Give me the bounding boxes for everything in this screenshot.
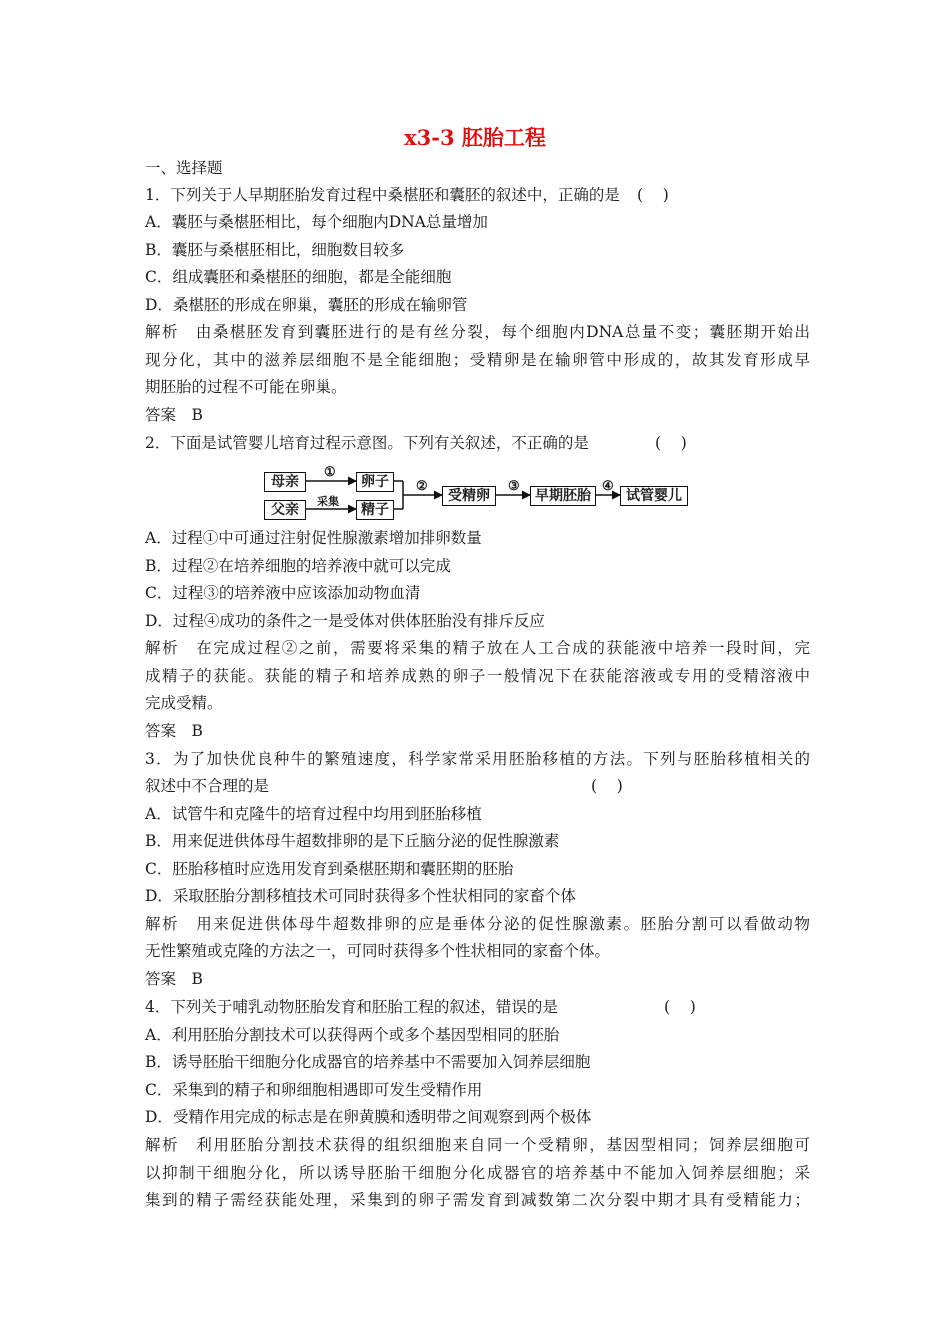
node-zygote: 受精卵 xyxy=(442,486,496,506)
q4-analysis-line: 集到的精子需经获能处理，采集到的卵子需发育到减数第二次分裂中期才具有受精能力； xyxy=(145,1191,810,1209)
q4-analysis-line: 以抑制干细胞分化，所以诱导胚胎干细胞分化成器官的培养基中不能加入饲养层细胞；采 xyxy=(145,1164,810,1182)
q4-option-b: B．诱导胚胎干细胞分化成器官的培养基中不需要加入饲养层细胞 xyxy=(145,1053,591,1071)
label-step-4: ④ xyxy=(602,479,614,494)
q1-answer-blank: ( ) xyxy=(637,186,669,204)
section-heading: 一、选择题 xyxy=(145,159,223,177)
q3-analysis-line: 无性繁殖或克隆的方法之一，可同时获得多个性状相同的家畜个体。 xyxy=(145,942,611,960)
q1-stem: 1．下列关于人早期胚胎发育过程中桑椹胚和囊胚的叙述中，正确的是 xyxy=(145,186,620,204)
q2-option-c: C．过程③的培养液中应该添加动物血清 xyxy=(145,584,421,602)
q3-analysis-line: 解析 用来促进供体母牛超数排卵的应是垂体分泌的促性腺激素。胚胎分割可以看做动物 xyxy=(145,915,810,933)
label-collect: 采集 xyxy=(317,495,339,508)
q4-option-d: D．受精作用完成的标志是在卵黄膜和透明带之间观察到两个极体 xyxy=(145,1108,592,1126)
ivf-flow-diagram xyxy=(262,466,692,524)
q1-analysis-line: 现分化，其中的滋养层细胞不是全能细胞；受精卵是在输卵管中形成的，故其发育形成早 xyxy=(145,351,810,369)
q2-answer-blank: ( ) xyxy=(655,434,687,452)
q1-analysis-line: 期胚胎的过程不可能在卵巢。 xyxy=(145,378,347,396)
q1-option-a: A．囊胚与桑椹胚相比，每个细胞内DNA总量增加 xyxy=(145,213,488,231)
q2-analysis-line: 成精子的获能。获能的精子和培养成熟的卵子一般情况下在获能溶液或专用的受精溶液中 xyxy=(145,667,810,685)
q2-answer: 答案 B xyxy=(145,722,203,740)
label-step-1: ① xyxy=(324,465,336,480)
q2-stem: 2．下面是试管婴儿培育过程示意图。下列有关叙述，不正确的是 xyxy=(145,434,589,452)
node-father: 父亲 xyxy=(264,500,306,520)
node-test-tube-baby: 试管婴儿 xyxy=(620,486,688,506)
q3-option-d: D．采取胚胎分割移植技术可同时获得多个性状相同的家畜个体 xyxy=(145,887,576,905)
q3-stem-line: 3．为了加快优良种牛的繁殖速度，科学家常采用胚胎移植的方法。下列与胚胎移植相关的 xyxy=(145,750,810,768)
q2-option-a: A．过程①中可通过注射促性腺激素增加排卵数量 xyxy=(145,529,482,547)
q1-analysis-line: 解析 由桑椹胚发育到囊胚进行的是有丝分裂，每个细胞内DNA总量不变；囊胚期开始出 xyxy=(145,323,810,341)
q2-option-d: D．过程④成功的条件之一是受体对供体胚胎没有排斥反应 xyxy=(145,612,545,630)
q4-option-a: A．利用胚胎分割技术可以获得两个或多个基因型相同的胚胎 xyxy=(145,1026,560,1044)
q3-answer-blank: ( ) xyxy=(591,777,623,795)
q2-analysis-line: 解析 在完成过程②之前，需要将采集的精子放在人工合成的获能液中培养一段时间，完 xyxy=(145,639,810,657)
q2-analysis-line: 完成受精。 xyxy=(145,694,223,712)
q4-analysis-line: 解析 利用胚胎分割技术获得的组织细胞来自同一个受精卵，基因型相同；饲养层细胞可 xyxy=(145,1136,810,1154)
document-title: x3-3 胚胎工程 xyxy=(404,125,546,150)
node-mother: 母亲 xyxy=(264,472,306,492)
q3-stem-line: 叙述中不合理的是 xyxy=(145,777,270,795)
q3-option-b: B．用来促进供体母牛超数排卵的是下丘脑分泌的促性腺激素 xyxy=(145,832,560,850)
node-early-embryo: 早期胚胎 xyxy=(530,486,596,506)
node-sperm: 精子 xyxy=(356,500,394,520)
q3-option-a: A．试管牛和克隆牛的培育过程中均用到胚胎移植 xyxy=(145,805,482,823)
q4-option-c: C．采集到的精子和卵细胞相遇即可发生受精作用 xyxy=(145,1081,483,1099)
q3-answer: 答案 B xyxy=(145,970,203,988)
label-step-2: ② xyxy=(416,479,428,494)
q1-option-d: D．桑椹胚的形成在卵巢，囊胚的形成在输卵管 xyxy=(145,296,468,314)
node-egg: 卵子 xyxy=(356,472,394,492)
q3-option-c: C．胚胎移植时应选用发育到桑椹胚期和囊胚期的胚胎 xyxy=(145,860,514,878)
q4-stem: 4．下列关于哺乳动物胚胎发育和胚胎工程的叙述，错误的是 xyxy=(145,998,558,1016)
q1-answer: 答案 B xyxy=(145,406,203,424)
q1-option-c: C．组成囊胚和桑椹胚的细胞，都是全能细胞 xyxy=(145,268,452,286)
label-step-3: ③ xyxy=(508,479,520,494)
q2-option-b: B．过程②在培养细胞的培养液中就可以完成 xyxy=(145,557,451,575)
q1-option-b: B．囊胚与桑椹胚相比，细胞数目较多 xyxy=(145,241,405,259)
q4-answer-blank: ( ) xyxy=(664,998,696,1016)
